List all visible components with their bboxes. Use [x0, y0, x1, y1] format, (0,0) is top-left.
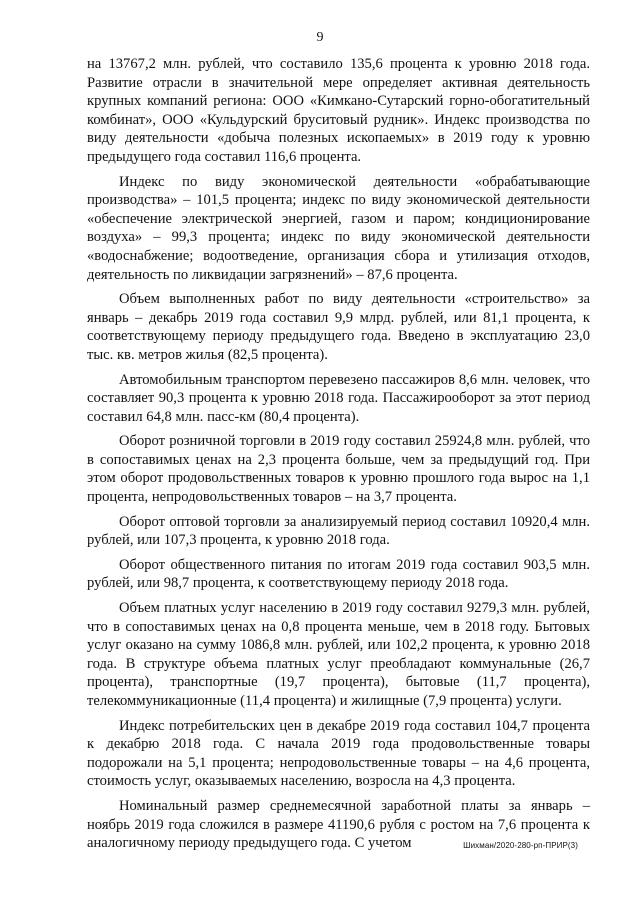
paragraph-consumer-prices: Индекс потребительских цен в декабре 2019 года составил 104,7 процента к декабрю 2018 года. С начала 2019 года продовольственные товары подорожали на 5,1 процента; непродовольственные товары – на 4,6 процента, стоимость услуг, оказываемых населению, возросла на 4,3 процента.	[87, 717, 590, 790]
paragraph-retail-trade: Оборот розничной торговли в 2019 году составил 25924,8 млн. рублей, что в сопоставимых ценах на 2,3 процента больше, чем за предыдущий год. При этом оборот продовольственных товаров к уровню прошлого года вырос на 1,1 процента, непродовольственных товаров – на 3,7 процента.	[87, 433, 590, 506]
paragraph-construction: Объем выполненных работ по виду деятельности «строительство» за январь – декабрь 2019 года составил 9,9 млрд. рублей, или 81,1 процента, к соответствующему периоду предыдущего года. Введено в эксплуатацию 23,0 тыс. кв. метров жилья (82,5 процента).	[87, 291, 590, 363]
paragraph-manufacturing-index: Индекс по виду экономической деятельности «обрабатывающие производства» – 101,5 процента; индекс по виду экономической деятельности «обеспечение электрической энергией, газом и паром; кондиционирование воздуха» – 99,3 процента; индекс по виду экономической деятельности «водоснабжение; водоотведение, организация сбора и утилизация отходов, деятельность по ликвидации загрязнений» – 87,6 процента.	[87, 173, 590, 283]
paragraph-wages: Номинальный размер среднемесячной заработной платы за январь – ноябрь 2019 года сложился в размере 41190,6 рубля с ростом на 7,6 процента к аналогичному периоду предыдущего года. С учетом	[87, 797, 590, 852]
paragraph-catering: Оборот общественного питания по итогам 2019 года составил 903,5 млн. рублей, или 98,7 процента, к соответствующему периоду 2018 года.	[87, 556, 590, 592]
paragraph-transport: Автомобильным транспортом перевезено пассажиров 8,6 млн. человек, что составляет 90,3 процента к уровню 2018 года. Пассажирооборот за этот период составил 64,8 млн. пасс-км (80,4 процента).	[87, 371, 590, 425]
paragraph-wholesale-trade: Оборот оптовой торговли за анализируемый период составил 10920,4 млн. рублей, или 107,3 процента, к уровню 2018 года.	[87, 513, 590, 549]
paragraph-mining: на 13767,2 млн. рублей, что составило 135,6 процента к уровню 2018 года. Развитие отрасли в значительной мере определяет активная деятельность крупных компаний региона: ООО «Кимкано-Сутарский горно-обогатительный комбинат», ООО «Кульдурский бруситовый рудник». Индекс производства по виду деятельности «добыча полезных ископаемых» в 2019 году к уровню предыдущего года составил 116,6 процента.	[87, 56, 590, 165]
paragraph-paid-services: Объем платных услуг населению в 2019 году составил 9279,3 млн. рублей, что в сопоставимых ценах на 0,8 процента меньше, чем в 2018 году. Бытовых услуг оказано на сумму 1086,8 млн. рублей, или 102,2 процента, к уровню 2018 года. В структуре объема платных услуг преобладают коммунальные (26,7 процента), транспортные (19,7 процента), бытовые (11,7 процента), телекоммуникационные (11,4 процента) и жилищные (7,9 процента) услуги.	[87, 600, 590, 709]
document-code: Шихман/2020-280-рп-ПРИР(3)	[463, 841, 578, 850]
document-body	[87, 55, 590, 859]
page-number: 9	[316, 30, 324, 45]
